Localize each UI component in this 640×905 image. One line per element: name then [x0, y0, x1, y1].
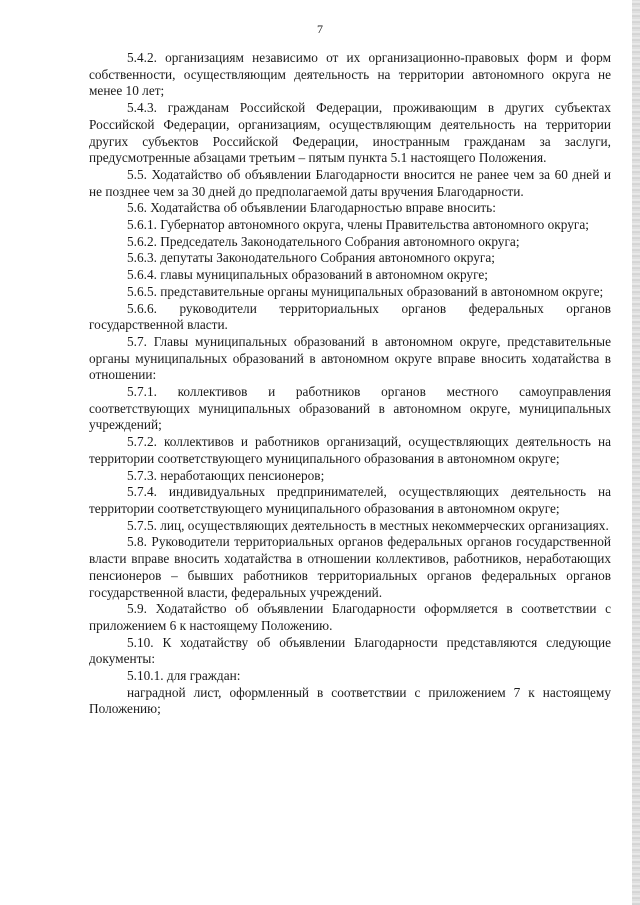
paragraph: 5.7.2. коллективов и работников организаций, осуществляющих деятельность на территории соответствующего муниципального образования в автономном округе;: [89, 434, 611, 466]
paragraph: 5.6.3. депутаты Законодательного Собрания автономного округа;: [127, 250, 495, 266]
paragraph: 5.4.2. организациям независимо от их организационно-правовых форм и форм собственности, осуществляющим деятельность на территории автономного округа не менее 10 лет;: [89, 50, 611, 99]
paragraph: 5.8. Руководители территориальных органов федеральных органов государственной власти вправе вносить ходатайства в отношении коллективов, работников, неработающих пенсионеров – бывших работников территориальных органов федеральных органов государственной власти, федеральных учреждений.: [89, 534, 611, 600]
paragraph: 5.9. Ходатайство об объявлении Благодарности оформляется в соответствии с приложением 6 к настоящему Положению.: [89, 601, 611, 633]
paragraph: 5.7. Главы муниципальных образований в автономном округе, представительные органы муниципальных образований в автономном округе вправе вносить ходатайства в отношении:: [89, 333, 611, 383]
paragraph: 5.4.3. гражданам Российской Федерации, проживающим в других субъектах Российской Федерации, организациям, осуществляющим деятельность на территории других субъектов Российской Федерации, иностранным гражданам за заслуги, предусмотренные абзацами третьим – пятым пункта 5.1 настоящего Положения.: [89, 100, 611, 166]
paragraph: 5.7.1. коллективов и работников органов местного самоуправления соответствующих муниципальных образований в автономном округе, муниципальных учреждений;: [89, 384, 611, 433]
paragraph: 5.7.5. лиц, осуществляющих деятельность в местных некоммерческих организациях.: [127, 517, 609, 533]
paragraph: 5.7.3. неработающих пенсионеров;: [127, 467, 325, 483]
paragraph: 5.6.2. Председатель Законодательного Собрания автономного округа;: [127, 233, 520, 249]
document-body: [89, 50, 611, 718]
paragraph: 5.7.4. индивидуальных предпринимателей, осуществляющих деятельность на территории соответствующего муниципального образования в автономном округе;: [89, 484, 611, 516]
paragraph: 5.10. К ходатайству об объявлении Благодарности представляются следующие документы:: [89, 634, 611, 667]
paragraph: 5.6.5. представительные органы муниципальных образований в автономном округе;: [127, 283, 604, 299]
paragraph: 5.5. Ходатайство об объявлении Благодарности вносится не ранее чем за 60 дней и не позднее чем за 30 дней до предполагаемой даты вручения Благодарности.: [89, 166, 611, 199]
paragraph: 5.10.1. для граждан:: [127, 668, 241, 684]
scan-edge: [632, 0, 640, 905]
paragraph: 5.6.1. Губернатор автономного округа, члены Правительства автономного округа;: [127, 217, 589, 233]
paragraph: 5.6.6. руководители территориальных органов федеральных органов государственной власти.: [89, 300, 611, 333]
paragraph: наградной лист, оформленный в соответствии с приложением 7 к настоящему Положению;: [89, 684, 611, 717]
paragraph: 5.6. Ходатайства об объявлении Благодарностью вправе вносить:: [127, 200, 496, 216]
paragraph: 5.6.4. главы муниципальных образований в автономном округе;: [127, 267, 488, 283]
page-number: 7: [317, 22, 323, 36]
